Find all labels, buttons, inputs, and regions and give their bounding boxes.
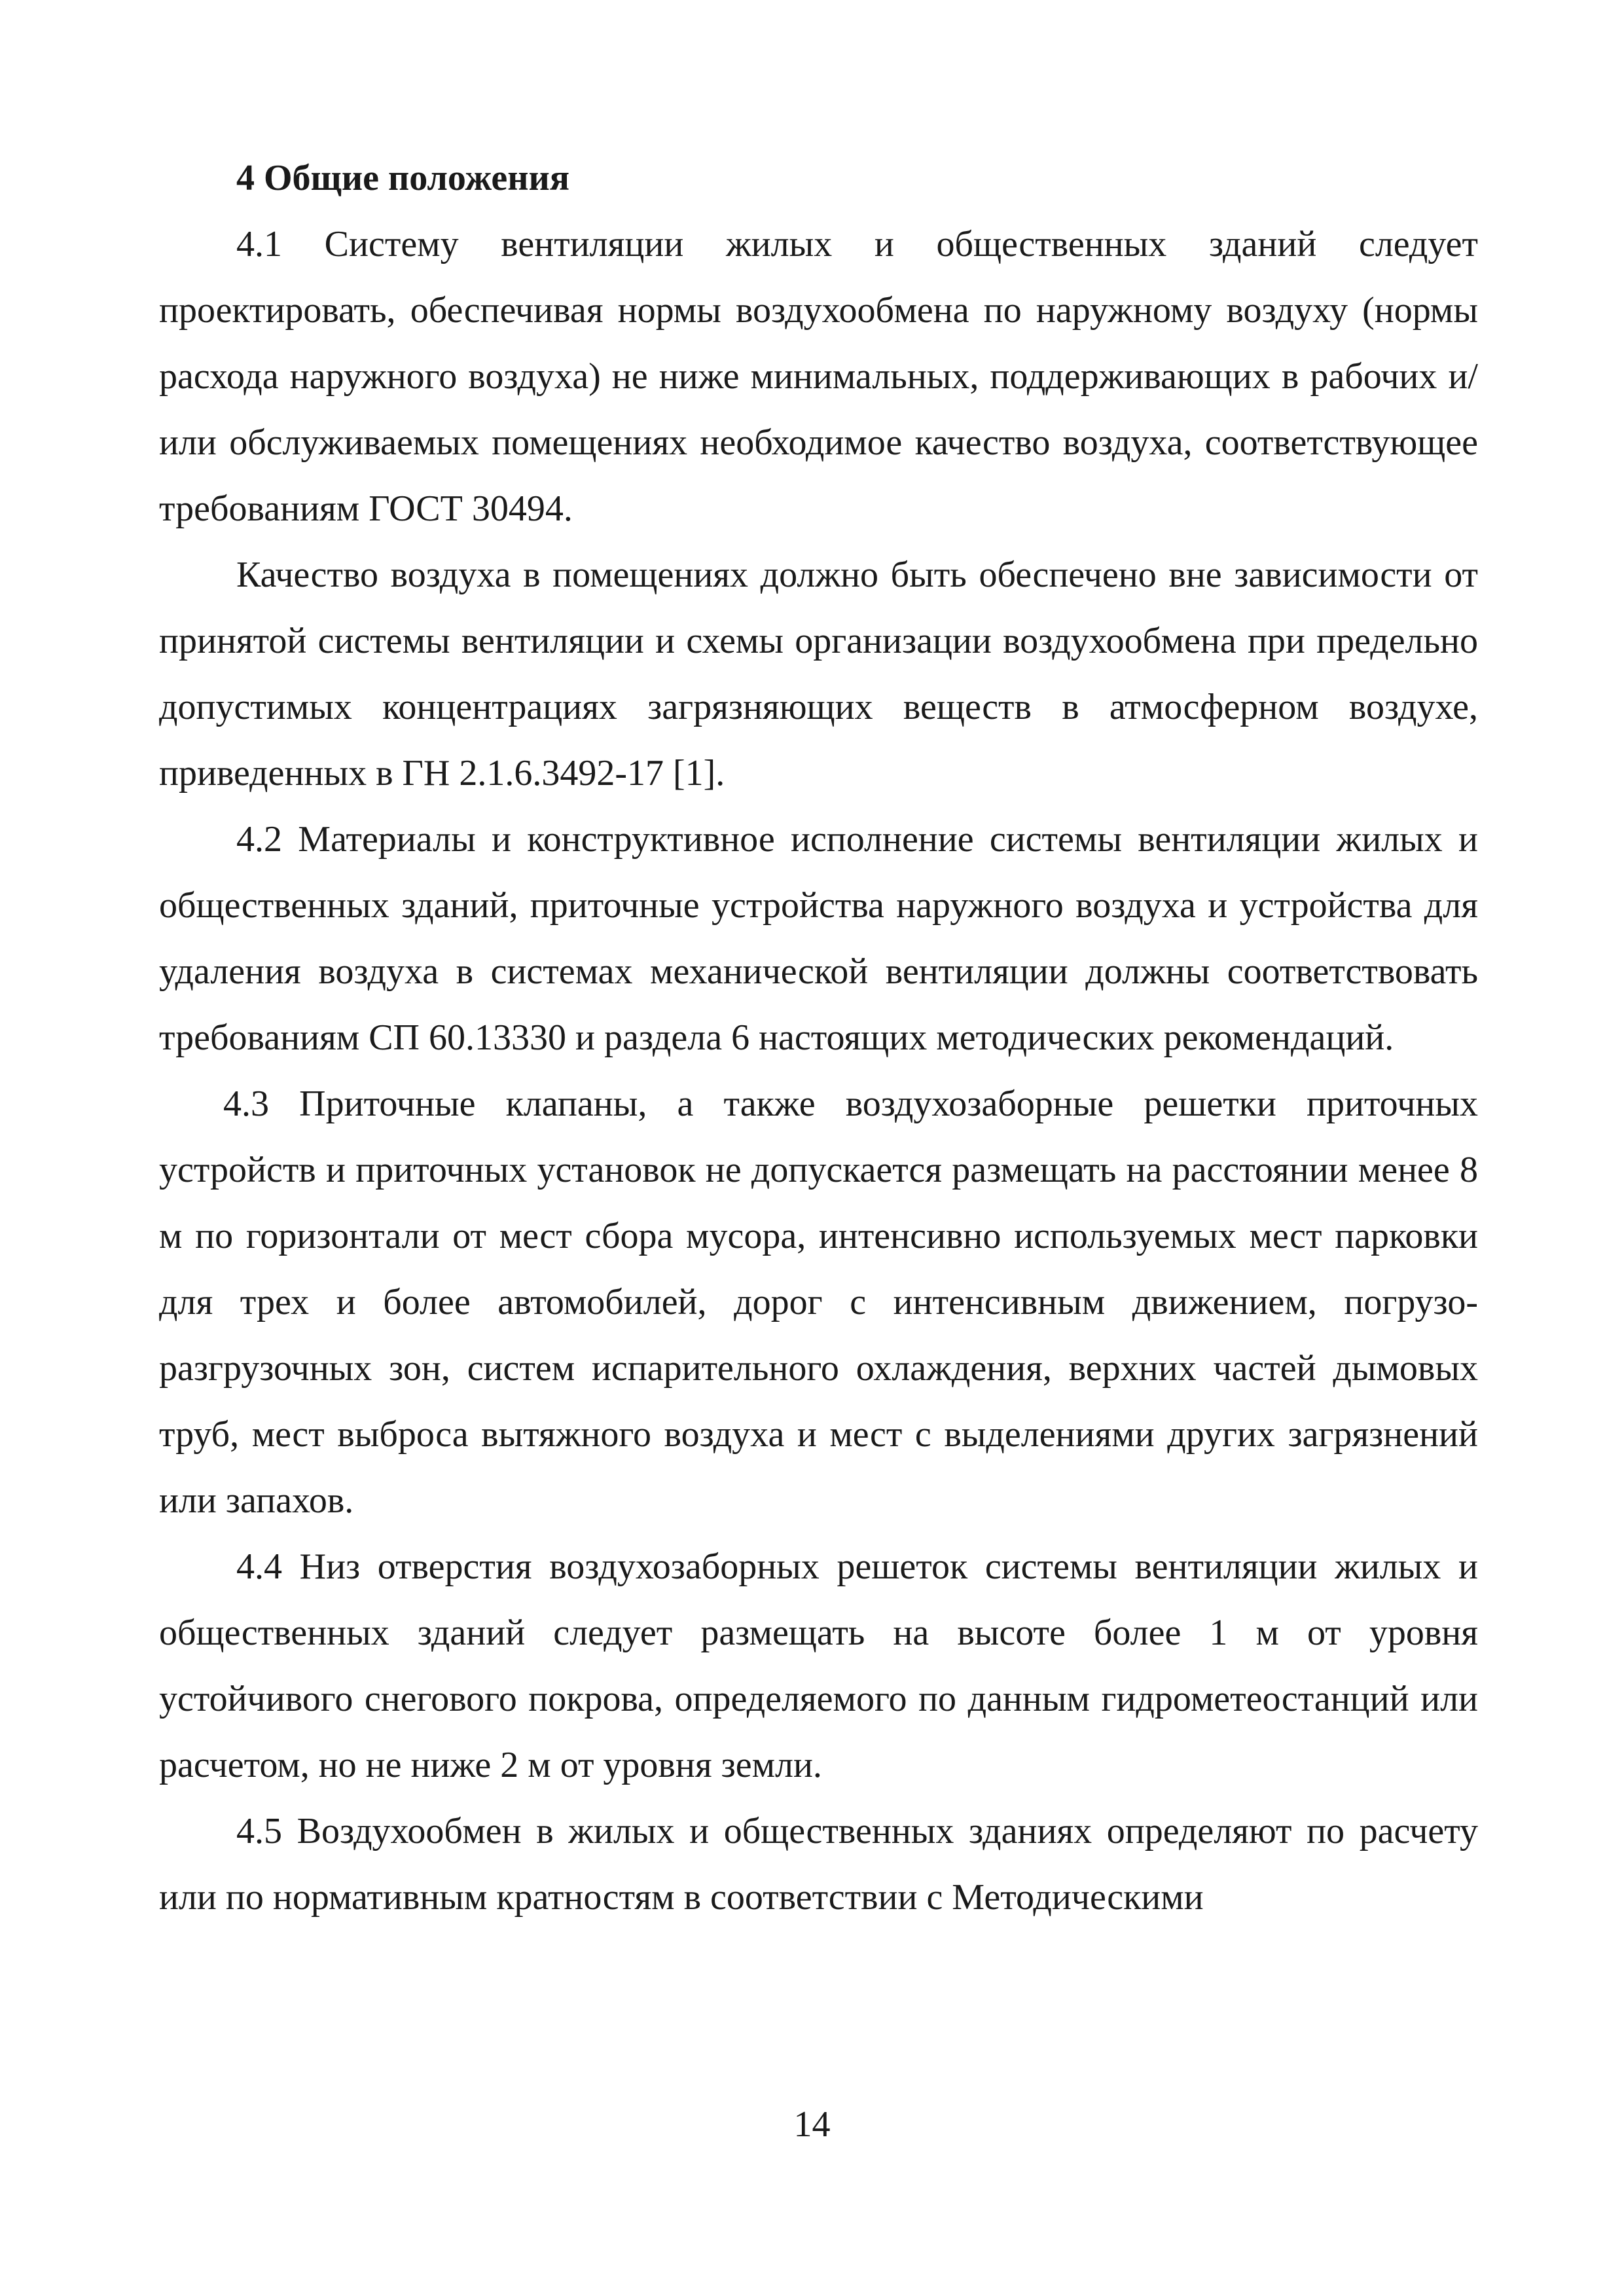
section-heading: 4 Общие положения bbox=[236, 158, 570, 198]
page-body bbox=[159, 145, 1478, 1931]
paragraph-4-2: 4.2 Материалы и конструктивное исполнение системы вентиляции жилых и общественных зданий, приточные устройства наружного воздуха и устройства для удаления воздуха в системах механической вентиляции должны соответствовать требованиям СП 60.13330 и раздела 6 настоящих методических рекомендаций. bbox=[159, 819, 1478, 1058]
paragraph-4-4: 4.4 Низ отверстия воздухозаборных решеток системы вентиляции жилых и общественных зданий следует размещать на высоте более 1 м от уровня устойчивого снегового покрова, определяемого по данным гидрометеостанций или расчетом, но не ниже 2 м от уровня земли. bbox=[159, 1546, 1478, 1785]
paragraph-4-5: 4.5 Воздухообмен в жилых и общественных зданиях определяют по расчету или по нормативным кратностям в соответствии с Методическими bbox=[159, 1811, 1478, 1918]
paragraph-4-1-continuation: Качество воздуха в помещениях должно быть обеспечено вне зависимости от принятой системы вентиляции и схемы организации воздухообмена при предельно допустимых концентрациях загрязняющих веществ в атмосферном воздухе, приведенных в ГН 2.1.6.3492-17 [1]. bbox=[159, 555, 1478, 793]
paragraph-4-1: 4.1 Систему вентиляции жилых и общественных зданий следует проектировать, обеспечивая нормы воздухообмена по наружному воздуху (нормы расхода наружного воздуха) не ниже минимальных, поддерживающих в рабочих и/или обслуживаемых помещениях необходимое качество воздуха, соответствующее требованиям ГОСТ 30494. bbox=[159, 224, 1478, 529]
paragraph-4-3: 4.3 Приточные клапаны, а также воздухозаборные решетки приточных устройств и приточных установок не допускается размещать на расстоянии менее 8 м по горизонтали от мест сбора мусора, интенсивно используемых мест парковки для трех и более автомобилей, дорог с интенсивным движением, погрузо-разгрузочных зон, систем испарительного охлаждения, верхних частей дымовых труб, мест выброса вытяжного воздуха и мест с выделениями других загрязнений или запахов. bbox=[159, 1084, 1478, 1521]
page-number: 14 bbox=[793, 2104, 831, 2145]
